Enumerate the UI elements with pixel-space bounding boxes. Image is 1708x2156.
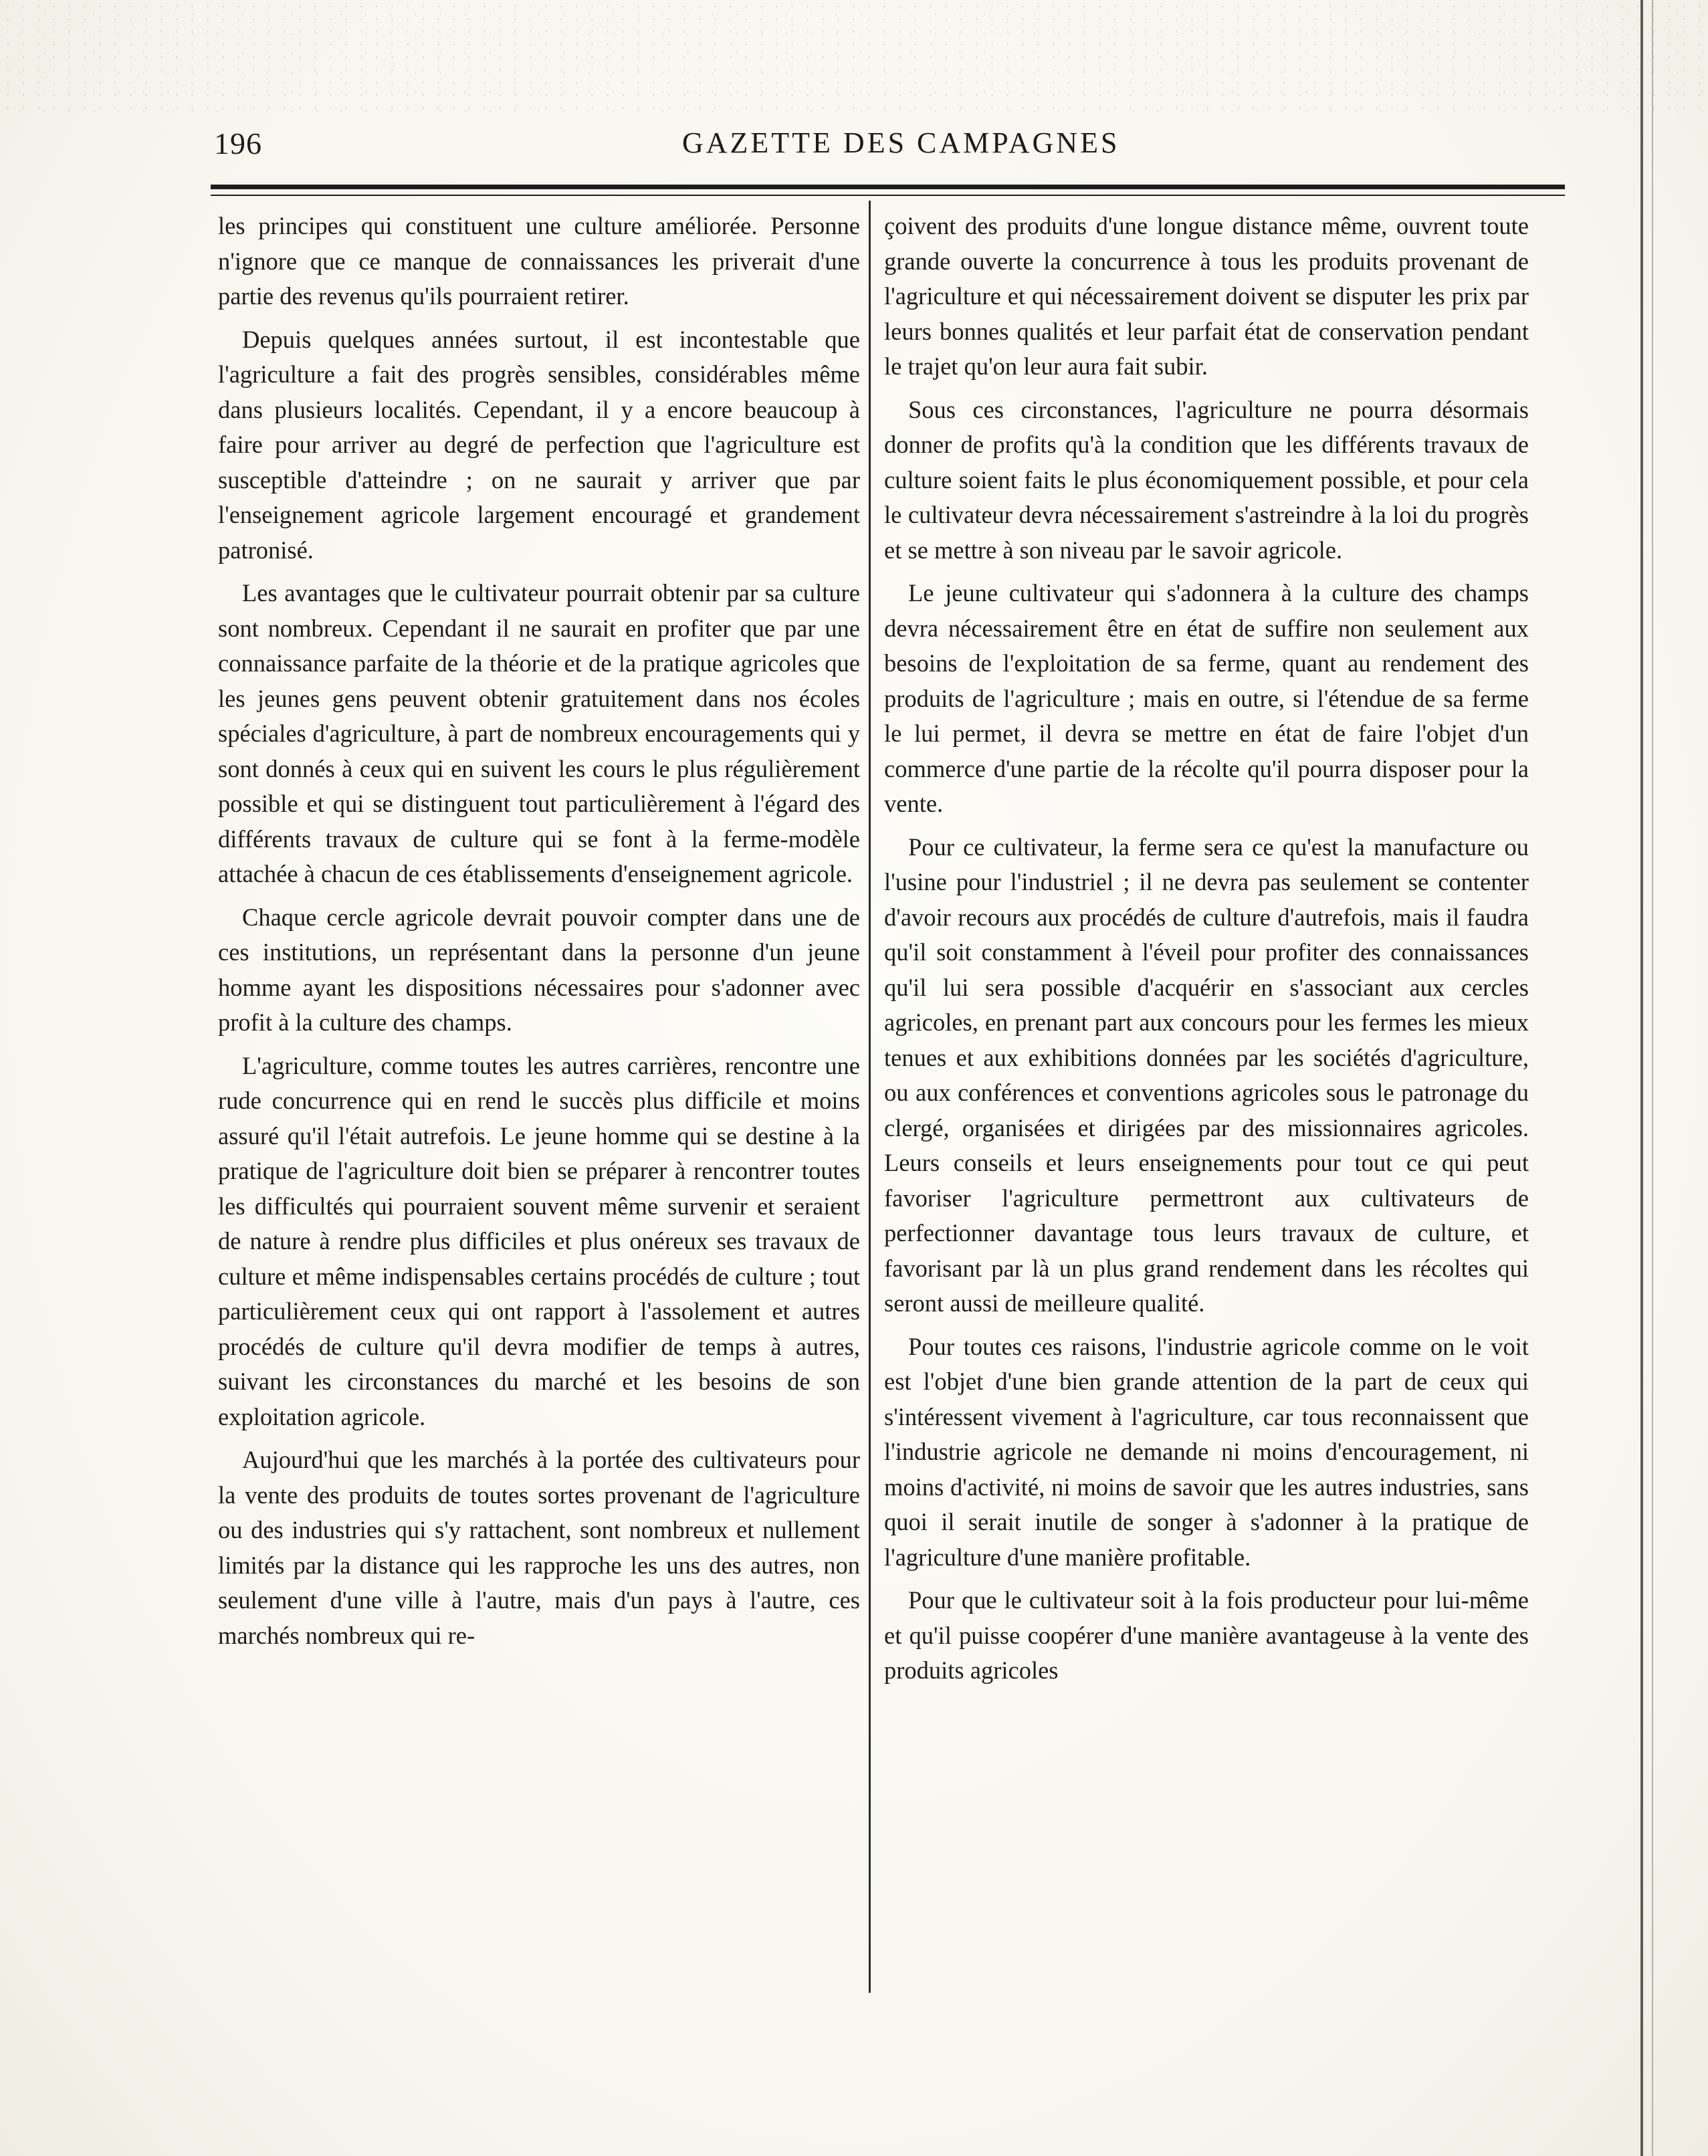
paragraph: Pour ce cultivateur, la ferme sera ce qu'est la manufacture ou l'usine pour l'industriel ; il ne devra pas seulement se contenter d'avoir recours aux procédés de culture d'autrefois, mais il faudra qu'il soit constamment à l'éveil pour profiter des connaissances qu'il lui sera possible d'acquérir en s'associant aux cercles agricoles, en prenant part aux concours pour les fermes les mieux tenues et aux exhibitions données par les sociétés d'agriculture, ou aux conférences et conventions agricoles sous le patronage du clergé, organisées et dirigées par des missionnaires agricoles. Leurs conseils et leurs enseignements pour tout ce qui peut favoriser l'agriculture permettront aux cultivateurs de perfectionner davantage tous leurs travaux de culture, et favorisant par là un plus grand rendement dans les récoltes qui seront aussi de meilleure qualité.: [884, 833, 1529, 1317]
column-divider: [869, 201, 871, 1993]
paragraph: Aujourd'hui que les marchés à la portée des cultivateurs pour la vente des produits de toutes sortes provenant de l'agriculture ou des industries qui s'y rattachent, sont nombreux et nullement limités par la distance qui les rapproche les uns des autres, non seulement d'une ville à l'autre, mais d'un pays à l'autre, ces marchés nombreux qui re-: [218, 1446, 860, 1649]
paragraph: Le jeune cultivateur qui s'adonnera à la culture des champs devra nécessairement être en état de suffire non seulement aux besoins de l'exploitation de sa ferme, quant au rendement des produits de l'agriculture ; mais en outre, si l'étendue de sa ferme le lui permet, il devra se mettre en état de faire l'objet d'un commerce d'une partie de la récolte qu'il pourra disposer pour la vente.: [884, 579, 1529, 817]
paragraph: Chaque cercle agricole devrait pouvoir compter dans une de ces institutions, un représentant dans la personne d'un jeune homme ayant les dispositions nécessaires pour s'adonner avec profit à la culture des champs.: [218, 903, 860, 1036]
left-column: [218, 209, 860, 1661]
paragraph: Pour toutes ces raisons, l'industrie agricole comme on le voit est l'objet d'une bien grande attention de la part de ceux qui s'intéressent vivement à l'agriculture, car tous reconnaissent que l'industrie agricole ne demande ni moins d'encouragement, ni moins d'activité, ni moins de savoir que les autres industries, sans quoi il serait inutile de songer à s'adonner à la pratique de l'agriculture d'une manière profitable.: [884, 1332, 1529, 1571]
right-column: [884, 209, 1529, 1697]
page-edge-rule-faint: [1652, 0, 1653, 2156]
header-rule-thick: [211, 185, 1565, 189]
paper-speckle: [0, 0, 1708, 120]
paragraph: Depuis quelques années surtout, il est incontestable que l'agriculture a fait des progrès sensibles, considérables même dans plusieurs localités. Cependant, il y a encore beaucoup à faire pour arriver au degré de perfection que l'agriculture est susceptible d'atteindre ; on ne saurait y arriver que par l'enseignement agricole largement encouragé et grandement patronisé.: [218, 325, 860, 564]
page-number: 196: [214, 126, 262, 160]
page-header: [214, 126, 1565, 173]
running-title: GAZETTE DES CAMPAGNES: [682, 126, 1120, 159]
paragraph: les principes qui constituent une culture améliorée. Personne n'ignore que ce manque de connaissances les priverait d'une partie des revenus qu'ils pourraient retirer.: [218, 212, 860, 310]
page-edge-rule: [1640, 0, 1643, 2156]
paragraph: çoivent des produits d'une longue distance même, ouvrent toute grande ouverte la concurrence à tous les produits provenant de l'agriculture et qui nécessairement doivent se disputer les prix par leurs bonnes qualités et leur parfait état de conservation pendant le trajet qu'on leur aura fait subir.: [884, 212, 1529, 380]
paragraph: Pour que le cultivateur soit à la fois producteur pour lui-même et qu'il puisse coopérer d'une manière avantageuse à la vente des produits agricoles: [884, 1586, 1529, 1684]
header-rule-thin: [211, 195, 1565, 196]
paragraph: Sous ces circonstances, l'agriculture ne pourra désormais donner de profits qu'à la condition que les différents travaux de culture soient faits le plus économiquement possible, et pour cela le cultivateur devra nécessairement s'astreindre à la loi du progrès et se mettre à son niveau par le savoir agricole.: [884, 395, 1529, 564]
paragraph: L'agriculture, comme toutes les autres carrières, rencontre une rude concurrence qui en rend le succès plus difficile et moins assuré qu'il l'était autrefois. Le jeune homme qui se destine à la pratique de l'agriculture doit bien se préparer à rencontrer toutes les difficultés qui pourraient souvent même survenir et seraient de nature à rendre plus difficiles et plus onéreux ses travaux de culture et même indispensables certains procédés de culture ; tout particulièrement ceux qui ont rapport à l'assolement et autres procédés de culture qu'il devra modifier de temps à autres, suivant les circonstances du marché et les besoins de son exploitation agricole.: [218, 1051, 860, 1430]
paragraph: Les avantages que le cultivateur pourrait obtenir par sa culture sont nombreux. Cependant il ne saurait en profiter que par une connaissance parfaite de la théorie et de la pratique agricoles que les jeunes gens peuvent obtenir gratuitement dans nos écoles spéciales d'agriculture, à part de nombreux encouragements qui y sont donnés à ceux qui en suivent les cours le plus régulièrement possible et qui se distinguent tout particulièrement à l'égard des différents travaux de culture qui se font à la ferme-modèle attachée à chacun de ces établissements d'enseignement agricole.: [218, 579, 860, 887]
